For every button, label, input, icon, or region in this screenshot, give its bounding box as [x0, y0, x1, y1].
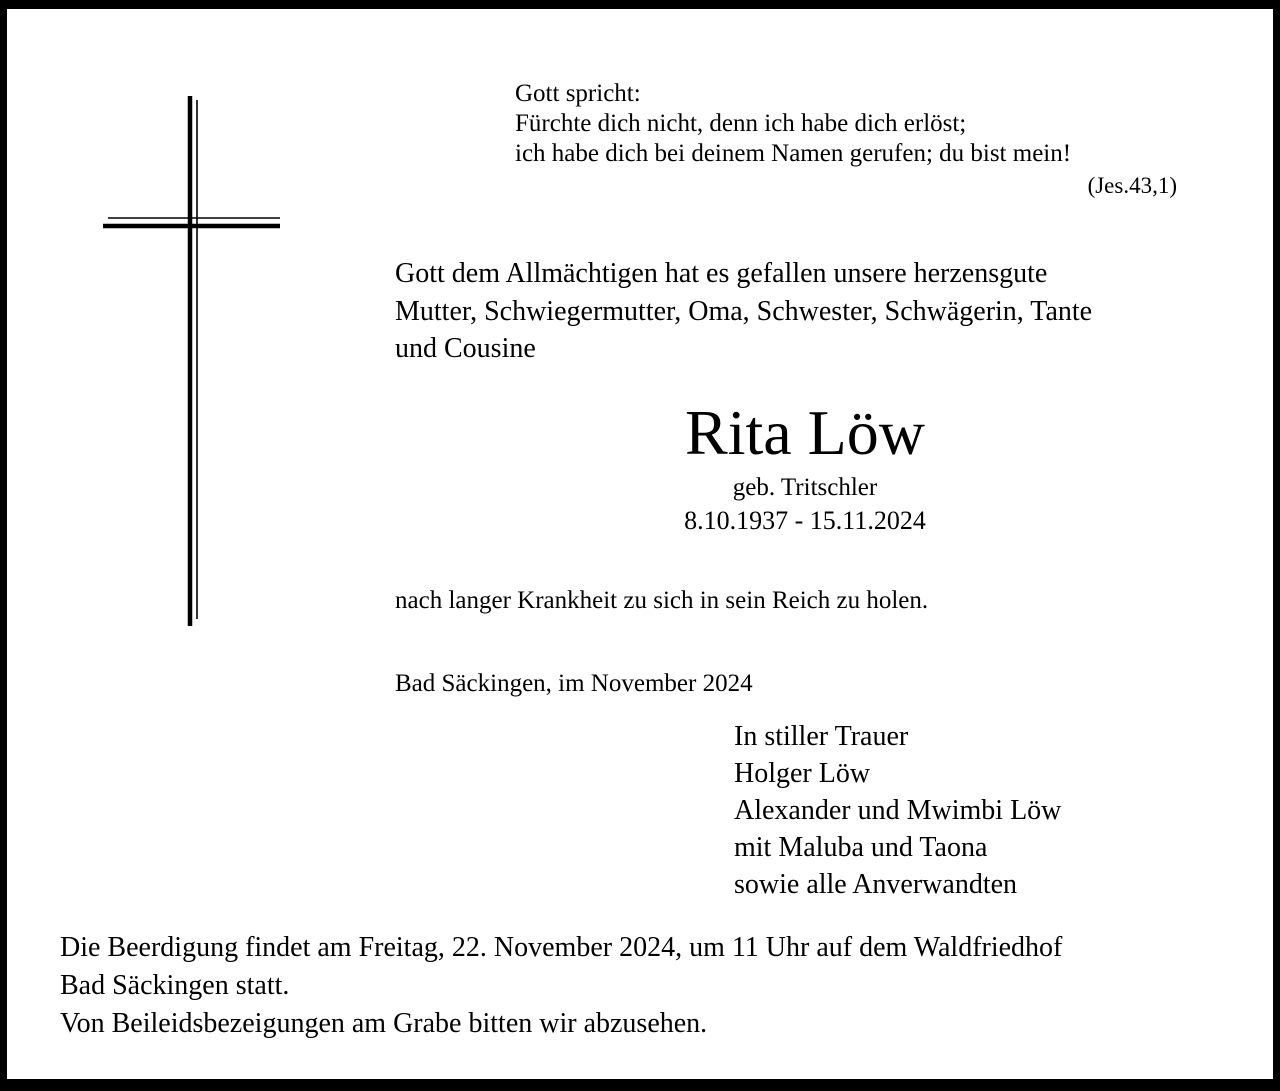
mourners-list	[734, 718, 1061, 903]
intro-line: Gott dem Allmächtigen hat es gefallen unsere herzensgute	[395, 258, 1048, 289]
bible-verse	[515, 79, 1071, 169]
intro-line: Mutter, Schwiegermutter, Oma, Schwester, Schwägerin, Tante	[395, 295, 1093, 327]
intro-text	[395, 255, 1092, 368]
birth-name: geb. Tritschler	[732, 474, 878, 501]
cross-icon	[100, 96, 290, 628]
verse-reference: (Jes.43,1)	[1087, 173, 1177, 198]
closing-text: nach langer Krankheit zu sich in sein Reich zu holen.	[395, 587, 929, 614]
intro-line: und Cousine	[395, 333, 536, 364]
funeral-line: Von Beileidsbezeigungen am Grabe bitten wir abzusehen.	[60, 1008, 708, 1039]
place-and-date: Bad Säckingen, im November 2024	[395, 670, 753, 697]
mourner-line: mit Maluba und Taona	[734, 832, 988, 863]
verse-line: Fürchte dich nicht, denn ich habe dich erlöst;	[515, 110, 967, 137]
funeral-line: Die Beerdigung findet am Freitag, 22. November 2024, um 11 Uhr auf dem Waldfriedhof	[60, 932, 1063, 963]
funeral-notice	[60, 929, 1062, 1043]
life-dates: 8.10.1937 - 15.11.2024	[684, 506, 926, 535]
mourner-line: Alexander und Mwimbi Löw	[734, 795, 1062, 826]
deceased-name: Rita Löw	[685, 397, 925, 468]
verse-line: Gott spricht:	[515, 80, 641, 107]
verse-line: ich habe dich bei deinem Namen gerufen; du bist mein!	[515, 140, 1072, 167]
funeral-line: Bad Säckingen statt.	[60, 970, 290, 1001]
mourner-line: In stiller Trauer	[734, 721, 909, 752]
mourner-line: Holger Löw	[734, 758, 871, 789]
mourner-line: sowie alle Anverwandten	[734, 869, 1018, 900]
